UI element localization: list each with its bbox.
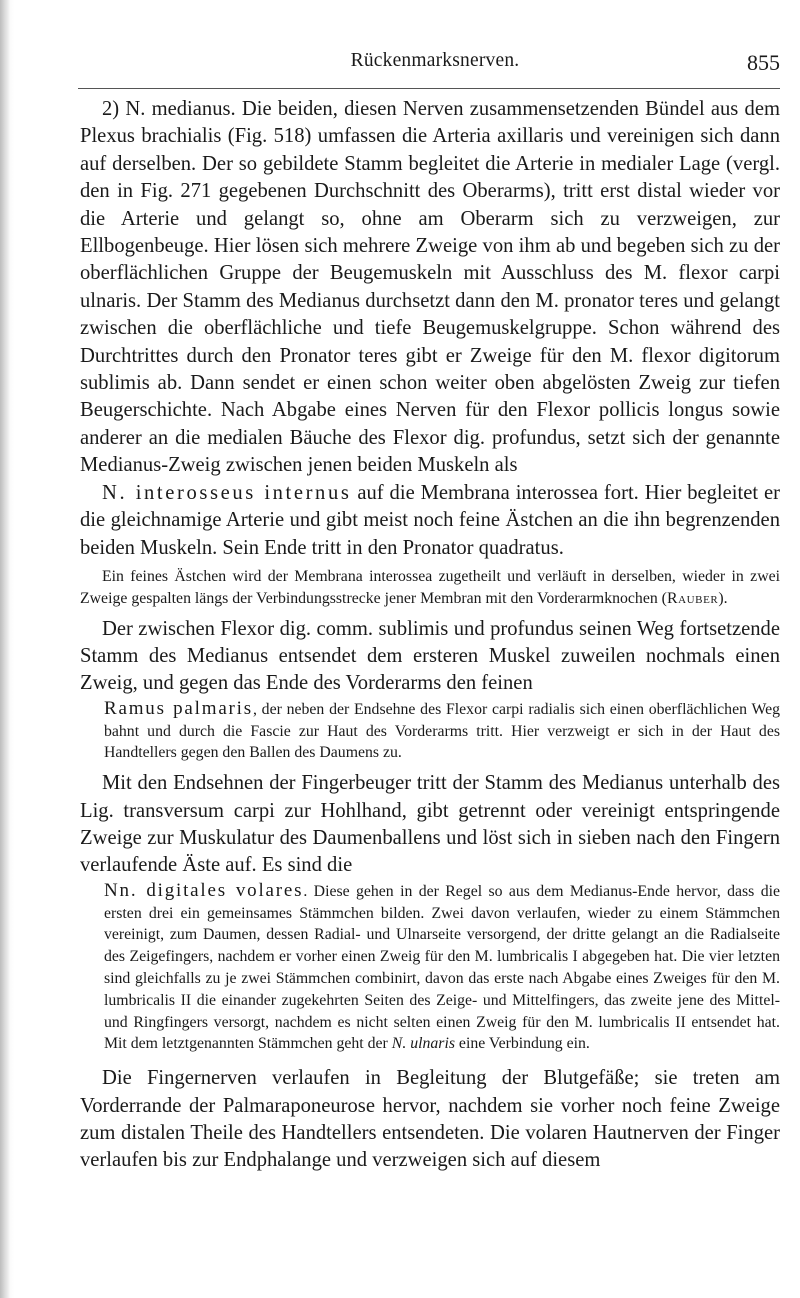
page-body <box>80 96 780 1175</box>
paragraph-endsehnen: Mit den Endsehnen der Fingerbeuger tritt der Stamm des Medianus unterhalb des Lig. transversum carpi zur Hohlhand, gibt getrennt oder vereinigt entspringende Zweige zur Muskulatur des Daumenballens und löst sich in sieben nach den Fingern verlaufende Äste auf. Es sind die <box>80 772 780 877</box>
note-membrana-end: ). <box>718 589 728 607</box>
binding-shadow <box>0 0 10 1298</box>
note-ramus-palmaris <box>80 698 780 764</box>
paragraph-fingernerven: Die Fingernerven verlaufen in Begleitung der Blutgefäße; sie treten am Vorderrande der Palmaraponeurose hervor, nachdem sie vorher noch feine Zweige zum distalen Theile des Handtellers entsendeten. Die volaren Hautnerven der Finger verlaufen bis zur Endphalange und verzweigen sich auf diesem <box>80 1067 780 1172</box>
paragraph-interosseus <box>80 480 780 562</box>
note-digitales-end: eine Verbindung ein. <box>454 1035 590 1053</box>
term-n-ulnaris: N. ulnaris <box>391 1035 455 1053</box>
note-membrana-text: Ein feines Ästchen wird der Membrana interossea zugetheilt und verläuft in derselben, wieder in zwei Zweige gespalten längs der Verbindungsstrecke jener Membran mit den Vorderarmknochen ( <box>80 567 780 607</box>
note-membrana-interossea <box>80 566 780 610</box>
page-header <box>60 50 780 80</box>
note-digitales-volares <box>80 880 780 1055</box>
note-digitales-text: . Diese gehen in der Regel so aus dem Medianus-Ende hervor, dass die ersten drei ein gemeinsames Stämmchen bilden. Zwei davon verlaufen, wieder zu einem Stämmchen vereinigt, zum Daumen, dessen Radial- und Ulnarseite versorgend, der dritte gelangt an die Radialseite des Zeigefingers, nachdem er vorher einen Zweig für den M. lumbricalis I abgegeben hat. Die vier letzten sind gleichfalls zu je zwei Stämmchen combinirt, davon das erste nach Abgabe eines Zweiges für den M. lumbricalis II die einander zugekehrten Seiten des Zeige- und Mittelfingers, das zweite jene des Mittel- und Ringfingers versorgt, nachdem es nicht selten einen Zweig für den M. lumbricalis II entsendet hat. Mit dem letztgenannten Stämmchen geht der <box>104 882 780 1053</box>
note-ramus-palmaris-text: , der neben der Endsehne des Flexor carpi radialis sich einen oberflächlichen Weg bahnt und durch die Fascie zur Haut des Vorderarms tritt. Hier verzweigt er sich in der Haut des Handtellers gegen den Ballen des Daumens zu. <box>104 700 781 762</box>
header-rule <box>78 88 780 89</box>
paragraph-stamm-medianus: Der zwischen Flexor dig. comm. sublimis und profundus seinen Weg fortsetzende Stamm des Medianus entsendet dem ersteren Muskel zuweilen nochmals einen Zweig, und gegen das Ende des Vorderarms den feinen <box>80 617 780 695</box>
paragraph-medianus-intro: 2) N. medianus. Die beiden, diesen Nerven zusammensetzenden Bündel aus dem Plexus brachialis (Fig. 518) umfassen die Arteria axillaris und vereinigen sich dann auf derselben. Der so gebildete Stamm begleitet die Arterie in medialer Lage (vergl. den in Fig. 271 gegebenen Durchschnitt des Oberarms), tritt erst distal wieder vor die Arterie und gelangt so, ohne am Oberarm sich zu verzweigen, zur Ellbogenbeuge. Hier lösen sich mehrere Zweige von ihm ab und begeben sich zu der oberflächlichen Gruppe der Beugemuskeln mit Ausschluss des M. flexor carpi ulnaris. Der Stamm des Medianus durchsetzt dann den M. pronator teres und gelangt zwischen die oberflächliche und tiefe Beugemuskelgruppe. Schon während des Durchtrittes durch den Pronator teres gibt er Zweige für den M. flexor digitorum sublimis ab. Dann sendet er einen schon weiter oben abgelösten Zweig zur tiefen Beugerschichte. Nach Abgabe eines Nerven für den Flexor pollicis longus sowie anderer an die medialen Bäuche des Flexor dig. profundus, setzt sich der genannte Medianus-Zweig zwischen jenen beiden Muskeln als <box>80 98 780 477</box>
running-head: Rückenmarksnerven. <box>350 50 520 71</box>
term-ramus-palmaris: Ramus palmaris <box>104 697 253 719</box>
author-citation: Rauber <box>666 589 719 607</box>
term-nn-digitales-volares: Nn. digitales volares <box>104 879 304 901</box>
term-interosseus-internus: N. interosseus internus <box>102 481 352 504</box>
page-number: 855 <box>747 50 780 75</box>
paragraph-interosseus-text: auf die Membrana interossea fort. Hier begleitet er die gleichnamige Arterie und gibt meist noch feine Ästchen an die ihn begrenzenden beiden Muskeln. Sein Ende tritt in den Pronator quadratus. <box>80 481 780 559</box>
